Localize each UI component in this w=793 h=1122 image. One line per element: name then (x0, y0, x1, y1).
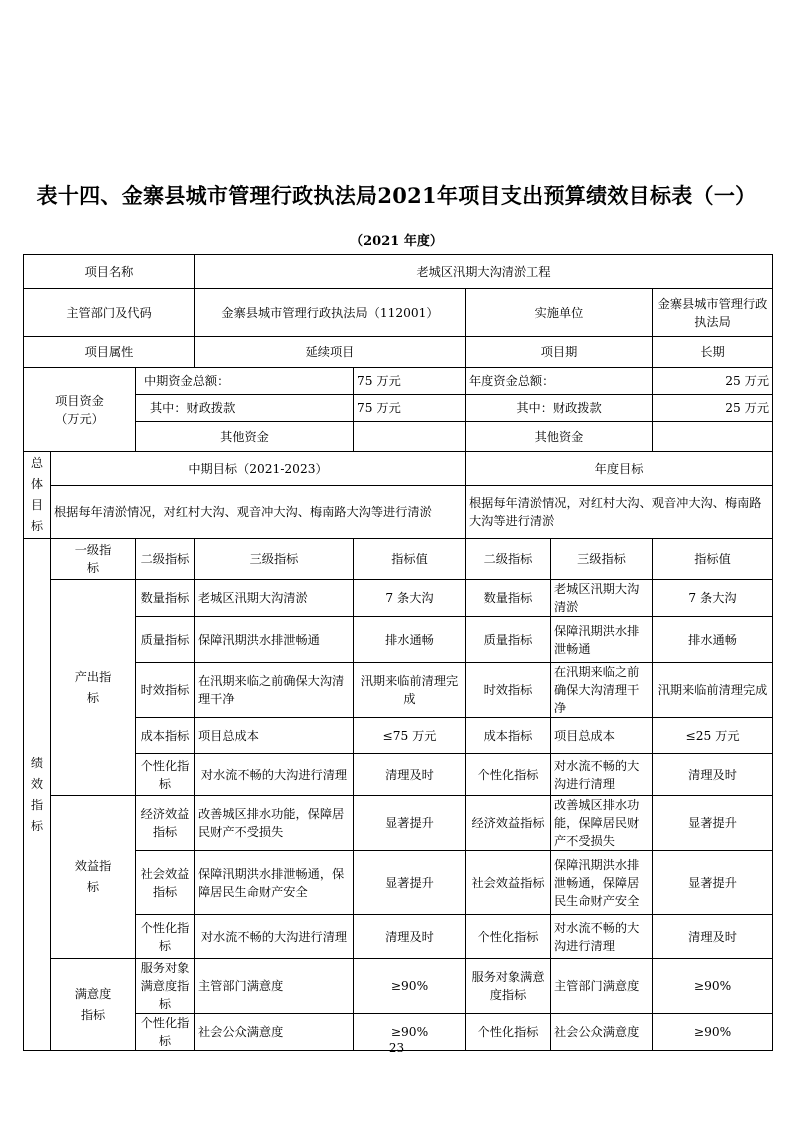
mid-fiscal-label: 其中：财政拨款 (136, 395, 354, 422)
mid-value: 显著提升 (354, 851, 466, 915)
mid-other-value (354, 422, 466, 452)
mid-l2: 经济效益指标 (136, 796, 195, 851)
year-total-value: 25 万元 (653, 368, 773, 395)
year-value-header: 指标值 (653, 539, 773, 580)
mid-value: 7 条大沟 (354, 580, 466, 617)
mid-value-header: 指标值 (354, 539, 466, 580)
year-l2: 服务对象满意度指标 (466, 959, 551, 1014)
impl-unit-label: 实施单位 (466, 289, 653, 337)
mid-fiscal-value: 75 万元 (354, 395, 466, 422)
mid-value: 清理及时 (354, 915, 466, 959)
year-l2: 经济效益指标 (466, 796, 551, 851)
project-name-label: 项目名称 (24, 255, 195, 289)
overall-goal-label: 总体目标 (24, 452, 51, 539)
mid-l3: 项目总成本 (195, 718, 354, 754)
attr-value: 延续项目 (195, 337, 466, 368)
year-l2: 个性化指标 (466, 915, 551, 959)
table-row (24, 452, 773, 486)
mid-value: ≥90% (354, 1014, 466, 1051)
mid-l3: 主管部门满意度 (195, 959, 354, 1014)
mid-total-value: 75 万元 (354, 368, 466, 395)
mid-level3-header: 三级指标 (195, 539, 354, 580)
year-total-label: 年度资金总额： (466, 368, 653, 395)
level1-header: 一级指标 (51, 539, 136, 580)
year-l3: 保障汛期洪水排泄畅通，保障居民生命财产安全 (551, 851, 653, 915)
mid-value: ≤75 万元 (354, 718, 466, 754)
table-row (24, 486, 773, 539)
mid-l2: 数量指标 (136, 580, 195, 617)
year-l3: 社会公众满意度 (551, 1014, 653, 1051)
table-row (24, 796, 773, 851)
year-l2: 时效指标 (466, 663, 551, 718)
mid-l3: 在汛期来临之前确保大沟清理干净 (195, 663, 354, 718)
period-value: 长期 (653, 337, 773, 368)
year-other-label: 其他资金 (466, 422, 653, 452)
impl-unit-value: 金寨县城市管理行政执法局 (653, 289, 773, 337)
mid-value: 排水通畅 (354, 617, 466, 663)
table-row (24, 255, 773, 289)
mid-l2: 成本指标 (136, 718, 195, 754)
mid-l3: 对水流不畅的大沟进行清理 (195, 915, 354, 959)
table-row (24, 915, 773, 959)
indicators-label: 绩效指标 (24, 539, 51, 1051)
year-l2: 成本指标 (466, 718, 551, 754)
mid-l2: 个性化指标 (136, 754, 195, 796)
mid-other-label: 其他资金 (136, 422, 354, 452)
performance-target-table (23, 254, 773, 1051)
year-value: ≤25 万元 (653, 718, 773, 754)
year-subtitle: （2021 年度） (350, 234, 443, 249)
year-goal-text: 根据每年清淤情况，对红村大沟、观音冲大沟、梅南路大沟等进行清淤 (466, 486, 773, 539)
dept-label: 主管部门及代码 (24, 289, 195, 337)
mid-value: 汛期来临前清理完成 (354, 663, 466, 718)
mid-level2-header: 二级指标 (136, 539, 195, 580)
mid-l3: 保障汛期洪水排泄畅通，保障居民生命财产安全 (195, 851, 354, 915)
year-l3: 对水流不畅的大沟进行清理 (551, 754, 653, 796)
mid-value: 显著提升 (354, 796, 466, 851)
table-row (24, 851, 773, 915)
dept-value: 金寨县城市管理行政执法局（112001） (195, 289, 466, 337)
mid-l3: 对水流不畅的大沟进行清理 (195, 754, 354, 796)
table-row (24, 754, 773, 796)
mid-l3: 保障汛期洪水排泄畅通 (195, 617, 354, 663)
page-title: 表十四、金寨县城市管理行政执法局2021年项目支出预算绩效目标表（一） (36, 183, 757, 208)
year-l3: 保障汛期洪水排泄畅通 (551, 617, 653, 663)
year-l3: 主管部门满意度 (551, 959, 653, 1014)
mid-total-label: 中期资金总额： (136, 368, 354, 395)
mid-value: 清理及时 (354, 754, 466, 796)
year-value: 清理及时 (653, 754, 773, 796)
period-label: 项目期 (466, 337, 653, 368)
mid-goal-header: 中期目标（2021-2023） (51, 452, 466, 486)
table-row (24, 959, 773, 1014)
project-name-value: 老城区汛期大沟清淤工程 (195, 255, 773, 289)
year-l2: 个性化指标 (466, 754, 551, 796)
year-level3-header: 三级指标 (551, 539, 653, 580)
year-fiscal-label: 其中：财政拨款 (466, 395, 653, 422)
mid-l2: 服务对象满意度指标 (136, 959, 195, 1014)
mid-l3: 改善城区排水功能，保障居民财产不受损失 (195, 796, 354, 851)
year-other-value (653, 422, 773, 452)
mid-l2: 个性化指标 (136, 915, 195, 959)
table-row (24, 289, 773, 337)
year-value: 显著提升 (653, 796, 773, 851)
mid-l3: 社会公众满意度 (195, 1014, 354, 1051)
funds-label: 项目资金（万元） (24, 368, 136, 452)
table-row (24, 580, 773, 617)
year-l2: 数量指标 (466, 580, 551, 617)
attr-label: 项目属性 (24, 337, 195, 368)
table-row (24, 718, 773, 754)
year-l2: 社会效益指标 (466, 851, 551, 915)
year-value: 汛期来临前清理完成 (653, 663, 773, 718)
table-row (24, 617, 773, 663)
mid-l2: 个性化指标 (136, 1014, 195, 1051)
year-goal-header: 年度目标 (466, 452, 773, 486)
table-row (24, 368, 773, 395)
year-fiscal-value: 25 万元 (653, 395, 773, 422)
group-benefit-label: 效益指标 (51, 796, 136, 959)
year-l2: 个性化指标 (466, 1014, 551, 1051)
year-l3: 项目总成本 (551, 718, 653, 754)
year-l3: 在汛期来临之前确保大沟清理干净 (551, 663, 653, 718)
mid-l2: 质量指标 (136, 617, 195, 663)
table-row (24, 395, 773, 422)
year-l2: 质量指标 (466, 617, 551, 663)
table-row (24, 422, 773, 452)
table-row (24, 663, 773, 718)
year-value: 显著提升 (653, 851, 773, 915)
year-l3: 老城区汛期大沟清淤 (551, 580, 653, 617)
table-row (24, 337, 773, 368)
year-value: ≥90% (653, 1014, 773, 1051)
year-level2-header: 二级指标 (466, 539, 551, 580)
year-l3: 改善城区排水功能，保障居民财产不受损失 (551, 796, 653, 851)
table-row (24, 539, 773, 580)
year-value: 排水通畅 (653, 617, 773, 663)
year-l3: 对水流不畅的大沟进行清理 (551, 915, 653, 959)
year-value: 7 条大沟 (653, 580, 773, 617)
mid-l3: 老城区汛期大沟清淤 (195, 580, 354, 617)
page-number: 23 (388, 1041, 405, 1055)
mid-value: ≥90% (354, 959, 466, 1014)
group-output-label: 产出指标 (51, 580, 136, 796)
mid-l2: 时效指标 (136, 663, 195, 718)
mid-l2: 社会效益指标 (136, 851, 195, 915)
year-value: 清理及时 (653, 915, 773, 959)
year-value: ≥90% (653, 959, 773, 1014)
group-satisfaction-label: 满意度指标 (51, 959, 136, 1051)
mid-goal-text: 根据每年清淤情况，对红村大沟、观音冲大沟、梅南路大沟等进行清淤 (51, 486, 466, 539)
